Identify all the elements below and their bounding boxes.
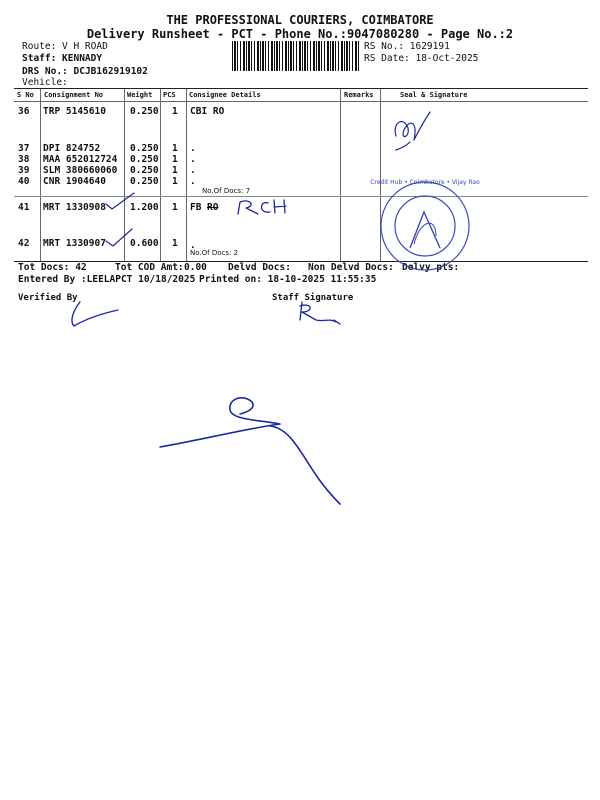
- check-mark-icon: [106, 193, 134, 209]
- staff-label: Staff: KENNADY: [22, 53, 103, 64]
- delvd-docs: Delvd Docs:: [228, 262, 291, 273]
- row-weight: 0.250: [130, 165, 159, 176]
- tot-cod-value: 0.00: [184, 262, 207, 273]
- delvy-pts: Delvy pts:: [402, 262, 460, 273]
- row-consignment: MRT 1330908: [43, 202, 106, 213]
- header-sno: S No: [17, 91, 34, 99]
- tot-cod-label: Tot COD Amt:: [115, 262, 184, 273]
- row-consignee: .: [190, 165, 196, 176]
- stamp-text: Credit Hub • Coimbatore • Vijay Rao: [370, 179, 480, 186]
- header-pcs: PCS: [163, 91, 176, 99]
- rs-number: RS No.: 1629191: [364, 41, 450, 52]
- row-sno: 36: [18, 106, 30, 117]
- row-sno: 42: [18, 238, 30, 249]
- struck-code: RO: [207, 202, 219, 213]
- row-pcs: 1: [172, 238, 178, 249]
- printed-on: Printed on: 18-10-2025 11:55:35: [199, 274, 377, 285]
- row-sno: 41: [18, 202, 30, 213]
- header-consignee: Consignee Details: [189, 91, 261, 99]
- route-label: Route: V H ROAD: [22, 41, 108, 52]
- row-pcs: 1: [172, 106, 178, 117]
- drs-value: DCJB162919102: [73, 66, 148, 77]
- group-docs-count: No.Of Docs: 2: [190, 249, 239, 257]
- row-weight: 0.250: [130, 176, 159, 187]
- row-consignment: SLM 380660060: [43, 165, 118, 176]
- header-seal: Seal & Signature: [400, 91, 468, 99]
- row-sno: 38: [18, 154, 30, 165]
- row-sno: 39: [18, 165, 30, 176]
- header-remarks: Remarks: [344, 91, 374, 99]
- verified-signature: [72, 302, 118, 326]
- row-pcs: 1: [172, 154, 178, 165]
- row-weight: 0.250: [130, 106, 159, 117]
- tot-docs: Tot Docs: 42: [18, 262, 87, 273]
- row-consignment: TRP 5145610: [43, 106, 106, 117]
- row-pcs: 1: [172, 202, 178, 213]
- row-consignee: FB: [190, 202, 202, 213]
- row-consignee: .: [190, 143, 196, 154]
- company-stamp: [381, 182, 469, 270]
- header-consignment: Consignment No: [44, 91, 104, 99]
- row-consignee: .: [190, 240, 196, 251]
- verified-by-label: Verified By: [18, 293, 78, 303]
- row-weight: 0.600: [130, 238, 159, 249]
- rch-handwriting: [238, 200, 286, 214]
- large-signature: [160, 398, 340, 504]
- runsheet-subtitle: Delivery Runsheet - PCT - Phone No.:9047080280 - Page No.:2: [86, 27, 514, 41]
- row-consignment: DPI 824752: [43, 143, 101, 154]
- row-consignment: CNR 1904640: [43, 176, 106, 187]
- signature-mark: [395, 112, 430, 150]
- group-docs-count: No.Of Docs: 7: [202, 187, 251, 195]
- rs-date: RS Date: 18-Oct-2025: [364, 53, 479, 64]
- row-consignment: MAA 652012724: [43, 154, 118, 165]
- row-sno: 37: [18, 143, 30, 154]
- row-weight: 1.200: [130, 202, 159, 213]
- entered-by: Entered By :LEELAPCT 10/18/2025: [18, 274, 196, 285]
- row-pcs: 1: [172, 143, 178, 154]
- header-weight: Weight: [127, 91, 153, 99]
- row-pcs: 1: [172, 176, 178, 187]
- row-consignee: .: [190, 176, 196, 187]
- row-weight: 0.250: [130, 143, 159, 154]
- check-mark-icon: [106, 229, 132, 246]
- row-pcs: 1: [172, 165, 178, 176]
- non-delvd-docs: Non Delvd Docs:: [308, 262, 394, 273]
- staff-signature-mark: [300, 302, 340, 324]
- row-consignee: .: [190, 154, 196, 165]
- row-consignee: CBI RO: [190, 106, 225, 117]
- row-consignment: MRT 1330907: [43, 238, 106, 249]
- row-weight: 0.250: [130, 154, 159, 165]
- vehicle-label: Vehicle:: [22, 77, 68, 88]
- company-title: THE PROFESSIONAL COURIERS, COIMBATORE: [166, 13, 434, 27]
- drs-label: DRS No.:: [22, 66, 68, 77]
- row-sno: 40: [18, 176, 30, 187]
- staff-signature-label: Staff Signature: [272, 293, 354, 303]
